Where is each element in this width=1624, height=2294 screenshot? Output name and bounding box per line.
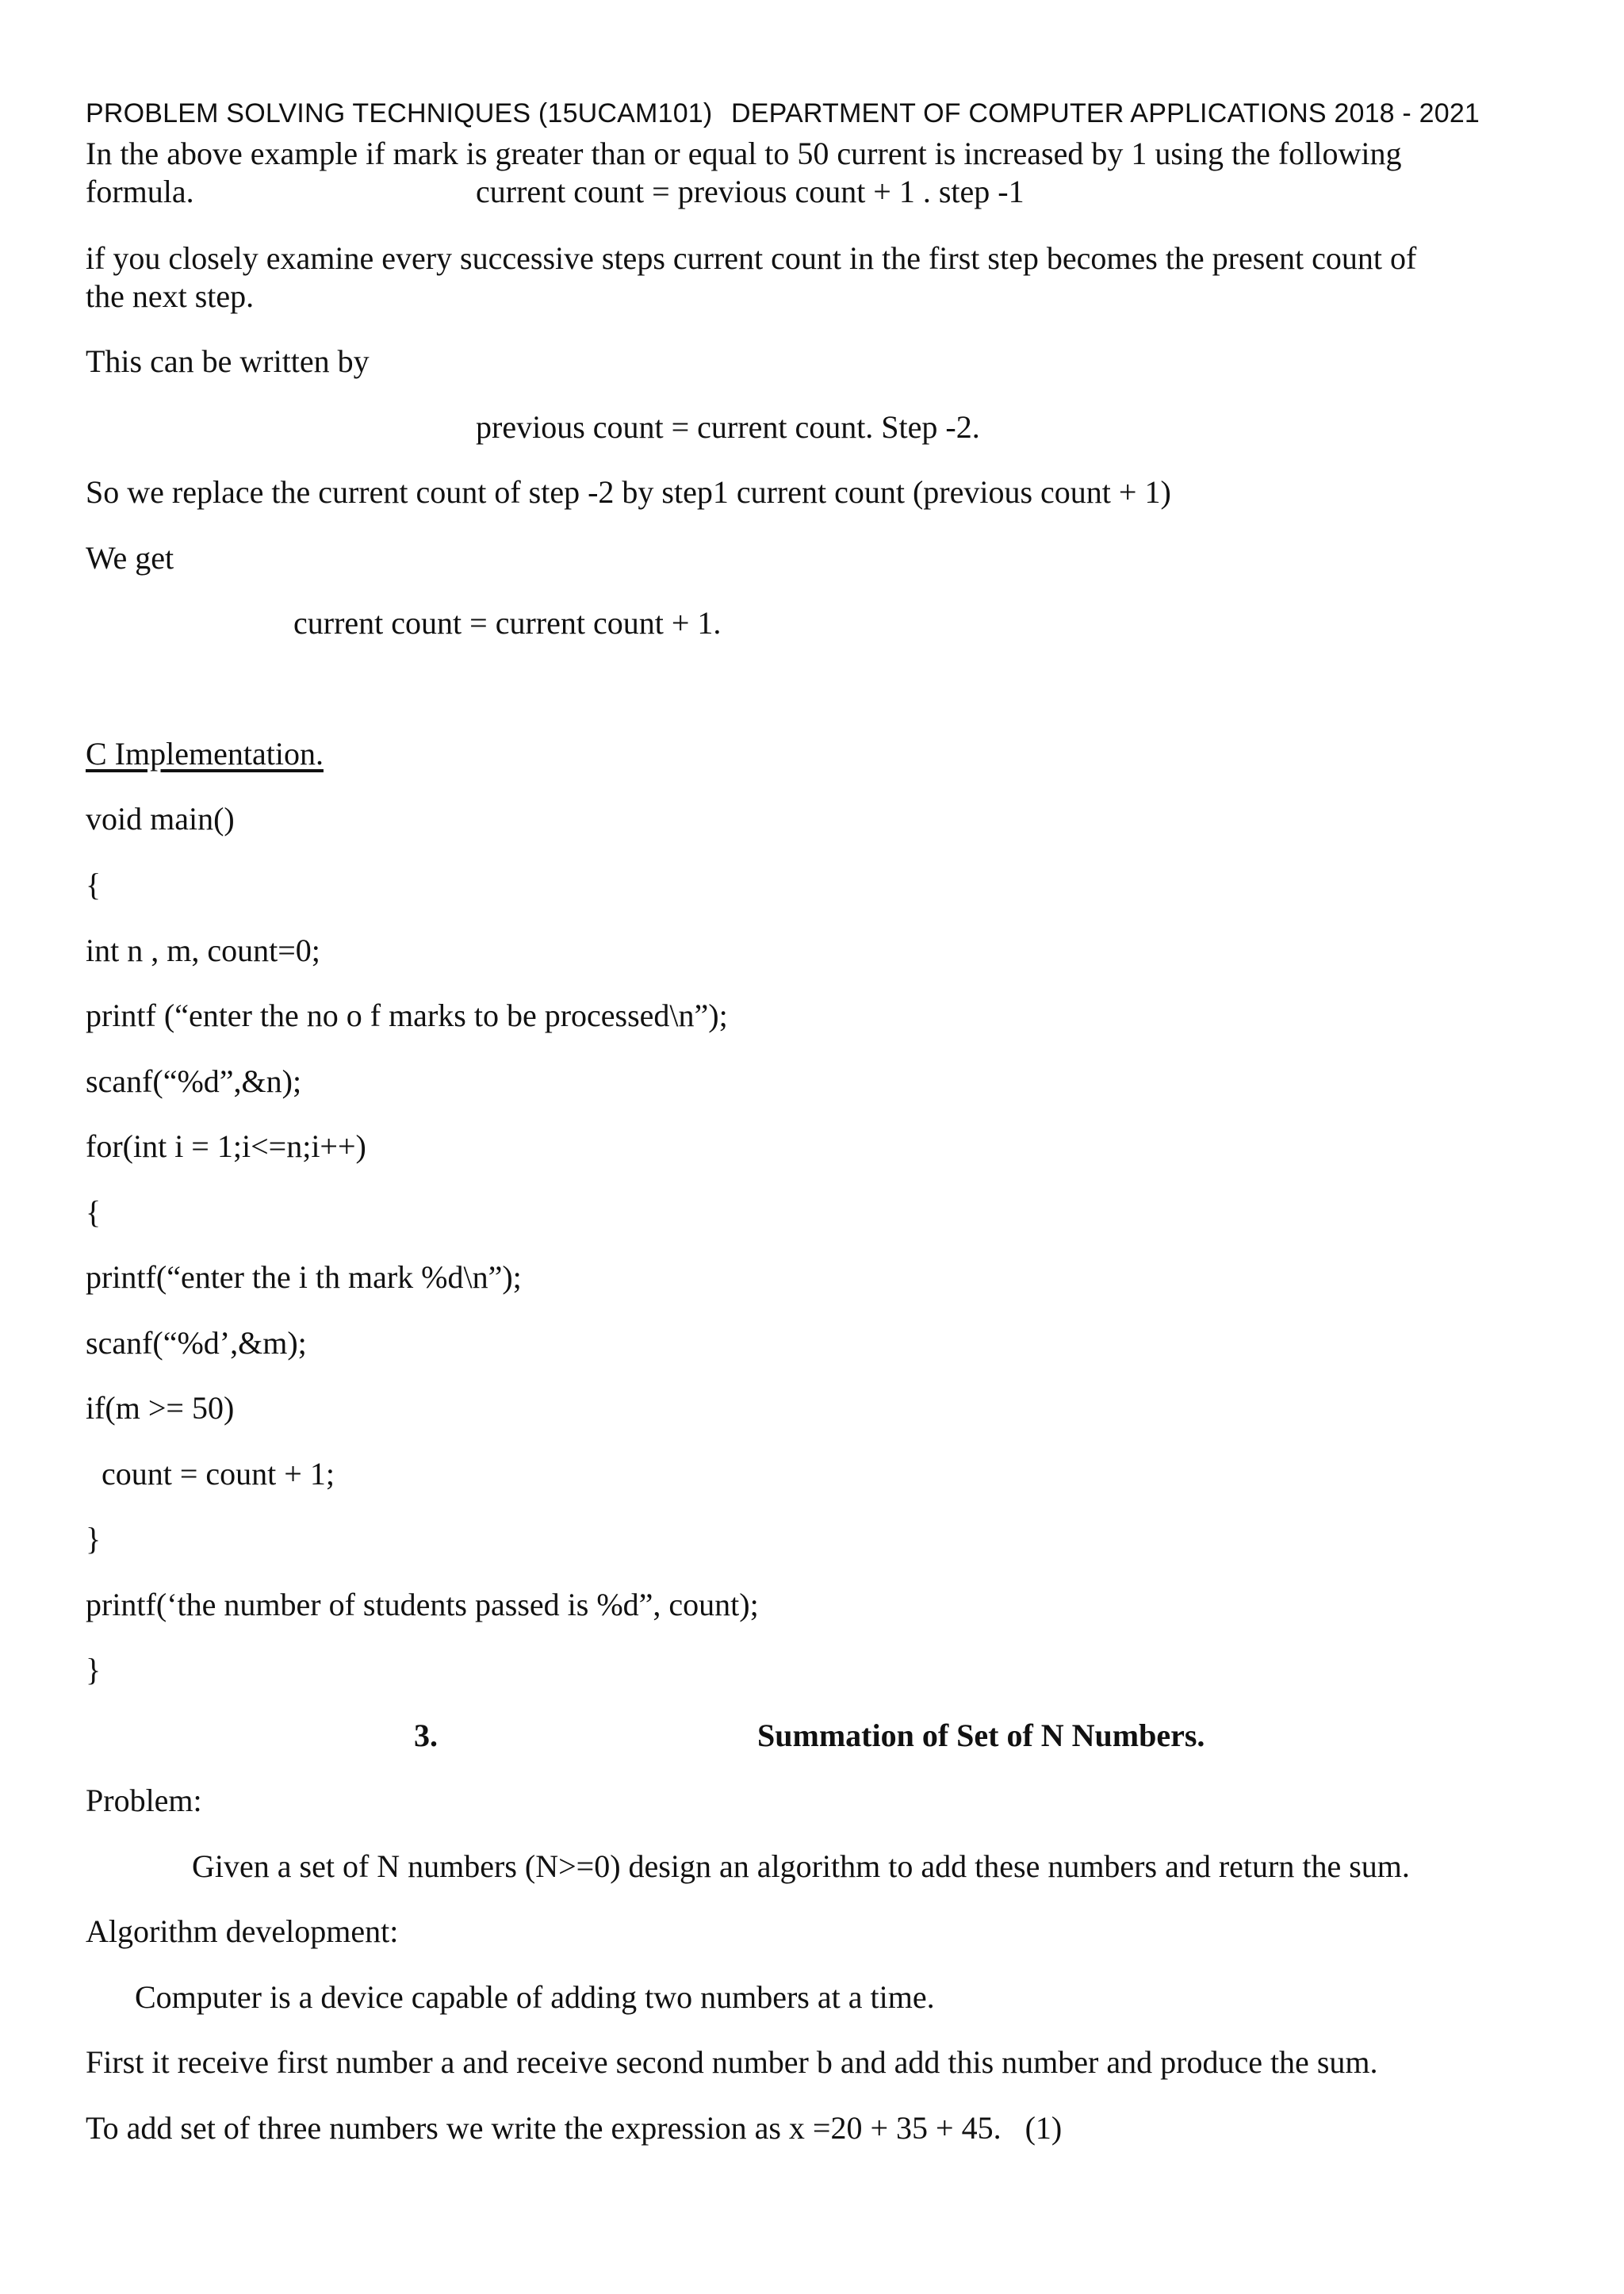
intro-line-1: In the above example if mark is greater than or equal to 50 current is increased by 1 using the following [86, 136, 1402, 171]
paragraph-5: We get [86, 540, 174, 576]
header-course-title: PROBLEM SOLVING TECHNIQUES (15UCAM101) [86, 98, 713, 128]
code-line: scanf(“%d’,&m); [86, 1325, 307, 1361]
code-line: } [86, 1521, 102, 1557]
code-heading: C Implementation. [86, 736, 324, 772]
code-line: if(m >= 50) [86, 1390, 235, 1426]
code-line: } [86, 1652, 102, 1687]
algorithm-line-1: Computer is a device capable of adding two numbers at a time. [135, 1979, 935, 2015]
paragraph-4: So we replace the current count of step -2 by step1 current count (previous count + 1) [86, 474, 1171, 510]
section-title: Summation of Set of N Numbers. [757, 1718, 1205, 1753]
algorithm-line-2: First it receive first number a and receive second number b and add this number and produce the sum. [86, 2044, 1378, 2080]
algorithm-label: Algorithm development: [86, 1913, 399, 1949]
formula-result: current count = current count + 1. [293, 605, 722, 641]
code-line: { [86, 867, 102, 902]
formula-step-1: current count = previous count + 1 . step -1 [476, 174, 1025, 209]
paragraph-2-line-1: if you closely examine every successive steps current count in the first step becomes the present count of [86, 240, 1417, 276]
code-line: for(int i = 1;i<=n;i++) [86, 1128, 366, 1164]
formula-step-2: previous count = current count. Step -2. [476, 409, 980, 445]
code-line: int n , m, count=0; [86, 933, 320, 968]
problem-label: Problem: [86, 1783, 202, 1818]
code-line: void main() [86, 801, 235, 837]
section-number: 3. [414, 1718, 438, 1753]
code-line: { [86, 1194, 102, 1230]
code-line: printf(“enter the i th mark %d\n”); [86, 1259, 522, 1295]
algorithm-line-3: To add set of three numbers we write the expression as x =20 + 35 + 45. (1) [86, 2110, 1063, 2146]
problem-text: Given a set of N numbers (N>=0) design an algorithm to add these numbers and return the sum. [192, 1848, 1410, 1884]
paragraph-3: This can be written by [86, 343, 370, 379]
intro-line-2-label: formula. [86, 174, 194, 209]
code-line: scanf(“%d”,&n); [86, 1063, 302, 1099]
code-line: count = count + 1; [86, 1456, 335, 1492]
paragraph-2-line-2: the next step. [86, 278, 255, 314]
code-line: printf (“enter the no o f marks to be processed\n”); [86, 998, 728, 1033]
code-line: printf(‘the number of students passed is %d”, count); [86, 1587, 759, 1622]
header-department: DEPARTMENT OF COMPUTER APPLICATIONS 2018 - 2021 [731, 98, 1480, 128]
